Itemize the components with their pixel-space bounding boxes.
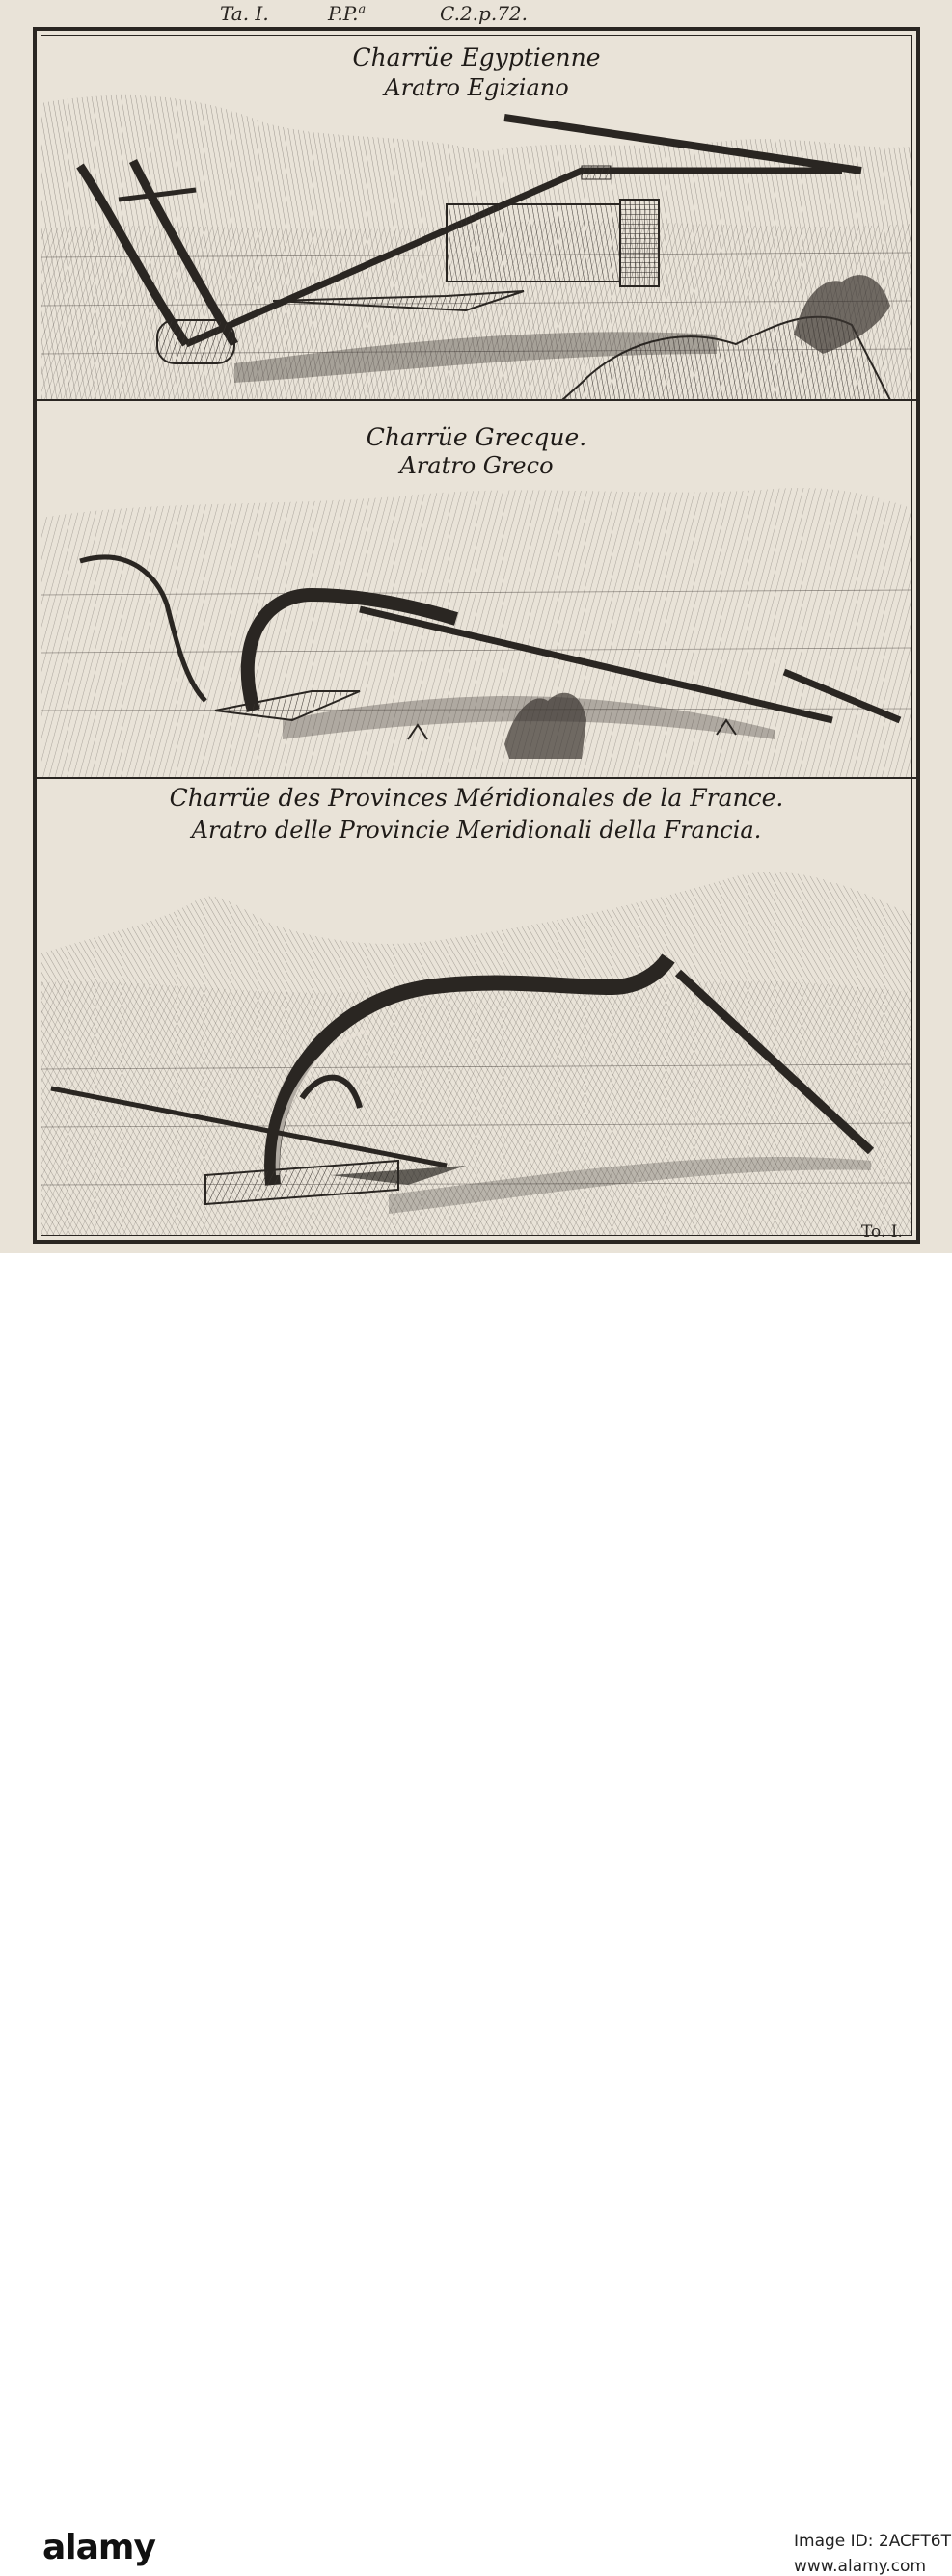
alamy-logo: alamy bbox=[42, 2528, 155, 2567]
caption-egyptian-french: Charrüe Egyptienne bbox=[352, 43, 601, 71]
plate-header bbox=[0, 0, 952, 25]
panel-greek-plough bbox=[41, 402, 911, 778]
header-part-sup: a bbox=[358, 2, 367, 17]
plate-number: To. I. bbox=[861, 1222, 903, 1242]
caption-greek-french: Charrüe Grecque. bbox=[366, 423, 587, 451]
header-page-ref: C.2.p.72. bbox=[440, 2, 528, 25]
stock-footer bbox=[0, 1253, 952, 2576]
header-part-ref: P.P.$^a$ bbox=[328, 2, 367, 25]
caption-greek-italian: Aratro Greco bbox=[399, 452, 554, 479]
panel-divider bbox=[35, 399, 918, 401]
caption-france-italian: Aratro delle Provincie Meridionali della Francia. bbox=[191, 817, 762, 844]
engraving-plate bbox=[0, 0, 952, 1253]
panel-southern-france-plough bbox=[41, 780, 911, 1235]
panel-egyptian-plough bbox=[41, 36, 911, 400]
southern-france-plough-engraving bbox=[41, 780, 911, 1235]
caption-france-french: Charrüe des Provinces Méridionales de la France. bbox=[169, 784, 784, 812]
panel-divider bbox=[35, 777, 918, 779]
caption-egyptian-italian: Aratro Egiziano bbox=[384, 74, 569, 101]
stock-url: www.alamy.com bbox=[794, 2557, 927, 2576]
image-id: Image ID: 2ACFT6T bbox=[794, 2532, 951, 2551]
header-plate-ref: Ta. I. bbox=[220, 2, 269, 25]
